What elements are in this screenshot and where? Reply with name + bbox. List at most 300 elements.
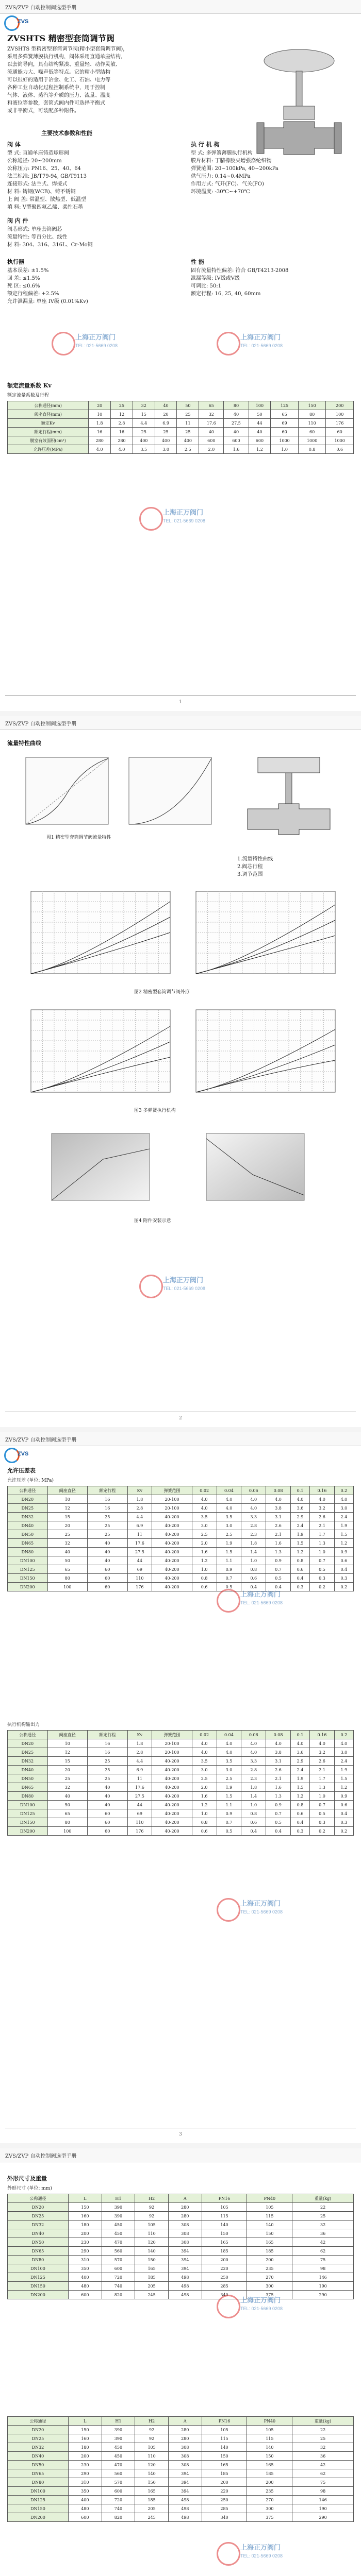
table-cell: 3.5 [133,445,155,454]
table-cell: 40 [199,428,224,436]
watermark-tel: TEL: 021-5669 0208 [240,2553,283,2558]
figure-caption-3: 图3 多弹簧执行机构 [134,1108,176,1113]
table-cell: DN200 [8,1583,48,1591]
table-cell: 120 [135,2461,169,2469]
header-title: ZVS/ZVP 自动控制阀选型手册 [5,1437,77,1443]
table-cell: 0.3 [290,1583,309,1591]
table-cell: DN50 [8,1530,48,1539]
table-header-cell: PN40 [247,2417,292,2426]
table-row [8,2221,354,2229]
table-header-cell: 额定行程 [88,1731,128,1739]
figure-caption-2: 图2 精密型套筒调节阀外形 [134,990,190,995]
table-cell: 65 [47,1809,88,1818]
flow-diagram-2 [124,752,217,829]
table-cell: 1.2 [192,1556,217,1565]
table-cell: DN200 [8,2513,69,2522]
table-cell: 0.7 [310,1801,335,1809]
table-cell: 16 [88,1739,128,1748]
table-header-cell: A [168,2417,202,2426]
table-cell: DN40 [8,2229,69,2238]
table-cell: 1.5 [334,1774,353,1783]
table-header-row [8,1486,354,1495]
table-cell: 11 [127,1774,152,1783]
watermark-tel: TEL: 021-5669 0208 [163,1286,206,1291]
intro-line: ZVSHTS 型精密型套筒调节阀(精小型套筒调节阀)， [7,46,128,52]
table-cell: 1.9 [334,1766,353,1774]
table-cell: 4.0 [310,1739,335,1748]
table-cell: 1.7 [310,1530,335,1539]
table-header-cell: 重量(kg) [292,2417,354,2426]
table-cell: 1000 [298,436,326,445]
watermark-name: 上海正万阀门 [163,1276,204,1284]
table-header-cell: 0.1 [290,1731,309,1739]
table-cell: 0.6 [290,1565,309,1574]
table-header-cell: 阀座直径 [47,1731,88,1739]
table-cell: 150 [247,2452,292,2461]
table-cell: 15 [47,1757,88,1766]
table-cell: 40-200 [152,1548,192,1556]
param-line: 材 料: 铸钢(WCB)、铸不锈钢 [7,189,76,195]
table-cell: 115 [247,2434,292,2443]
watermark-name: 上海正万阀门 [163,509,204,516]
table-cell: DN50 [8,2238,69,2247]
table-row [8,436,354,445]
param-line: 可调比: 50:1 [191,283,222,289]
table-cell: 2.5 [192,1774,217,1783]
table-cell: 0.3 [334,1818,353,1827]
table-row [8,1792,354,1801]
table-row [8,1513,354,1521]
table-row [8,1548,354,1556]
watermark [217,2540,294,2566]
table-cell: 40 [224,428,249,436]
table-cell: 400 [68,2496,102,2504]
table-cell: 2.4 [334,1757,353,1766]
table-header-cell: H2 [135,2194,169,2203]
table-cell: 3.5 [217,1757,241,1766]
table-cell: 1.0 [192,1809,217,1818]
watermark-tel: TEL: 021-5669 0208 [240,1909,283,1914]
table-row [8,1827,354,1836]
watermark-tel: TEL: 021-5669 0208 [240,343,283,348]
table-cell: 80 [47,1818,88,1827]
table-cell: 115 [202,2212,247,2221]
intro-line: 或非平衡式，可装配多种附件。 [7,108,79,114]
table-cell: 1.0 [192,1565,217,1574]
table-cell: 185 [247,2247,292,2256]
table-header-row [8,401,354,410]
valve-illustration [253,40,346,164]
watermark-circle-icon [52,332,75,355]
table-cell: 60 [88,1818,128,1827]
table-cell: 2.6 [266,1521,291,1530]
table-cell: 185 [247,2469,292,2478]
watermark [139,505,217,531]
table-cell: 22 [292,2203,354,2212]
pressure-grid-chart-4 [186,1005,340,1103]
dimension-table-b [7,2416,354,2522]
table-cell: 2.1 [266,1530,291,1539]
table-cell: 600 [224,436,249,445]
table-header-row [8,2194,354,2203]
table-cell: 300 [247,2282,292,2291]
table-cell: DN125 [8,2273,69,2282]
section-performance-2: 性 能 [191,259,204,265]
table-cell: 27.5 [224,419,249,428]
table-cell: 2.0 [192,1539,217,1548]
table-cell: DN32 [8,2221,69,2229]
table-cell: 1.3 [266,1792,291,1801]
table-cell: 600 [68,2291,102,2299]
table-header-cell: Kv [127,1486,152,1495]
table-cell: 40-200 [152,1513,192,1521]
table-row [8,428,354,436]
table-cell: 40-200 [152,1583,192,1591]
table-cell: 3.3 [241,1757,266,1766]
table-cell: 16 [88,1504,128,1513]
table-cell: DN150 [8,1574,48,1583]
watermark-tel: TEL: 021-5669 0208 [240,1600,283,1605]
table-cell: 285 [202,2504,247,2513]
table-cell: 0.8 [241,1809,266,1818]
table-cell: 140 [135,2469,169,2478]
table-row [8,2426,354,2434]
table-cell: 310 [68,2256,102,2264]
param-line: 上 阀 盖: 常温型、散热型、低温型 [7,197,86,202]
table-cell: 0.7 [266,1809,291,1818]
table-cell: 340 [202,2291,247,2299]
table-cell: 0.6 [192,1827,217,1836]
table-cell: 146 [292,2496,354,2504]
table-cell: DN25 [8,2212,69,2221]
table-header-cell: A [168,2194,202,2203]
table-cell: 25 [47,1530,88,1539]
table-cell: 180 [68,2443,102,2452]
table-cell: DN125 [8,1809,48,1818]
intro-line: 气体、液体、蒸汽等介质的压力、流量、温度 [7,93,110,98]
param-line: 允许泄漏量: 单座 IV级 (0.01%Kv) [7,299,88,304]
table-cell: 4.0 [310,1495,335,1504]
table-cell: 20-100 [152,1748,192,1757]
table-cell: DN65 [8,2469,69,2478]
table-caption: 额定流量系数及行程 [7,393,50,398]
table-cell: 4.0 [241,1504,266,1513]
table-cell: 4.0 [217,1504,241,1513]
table-cell: 0.8 [290,1556,309,1565]
table-cell: 185 [202,2469,247,2478]
table-cell: 2.0 [192,1783,217,1792]
table-cell: 4.4 [133,419,155,428]
table-cell: 180 [68,2221,102,2229]
table-cell: 40 [249,428,271,436]
valve-section-drawing [237,747,340,850]
table-cell: 308 [168,2221,202,2229]
table-cell: DN20 [8,1739,48,1748]
table-cell: 0.2 [334,1583,353,1591]
table-header-cell: 0.2 [334,1731,353,1739]
table-cell: DN80 [8,2478,69,2487]
table-cell: 0.8 [192,1818,217,1827]
table-cell: 200 [247,2256,292,2264]
table-cell: 105 [202,2426,247,2434]
table-cell: 25 [155,428,177,436]
table-header-cell: L [68,2417,102,2426]
table-cell: 40-200 [152,1774,192,1783]
table-cell: 25 [292,2212,354,2221]
table-row [8,1583,354,1591]
table-cell: 1.2 [290,1548,309,1556]
table-cell: 10 [47,1739,88,1748]
table-cell: 40 [88,1548,128,1556]
table-cell: 150 [135,2478,169,2487]
table-cell: 60 [271,428,299,436]
table-cell: DN100 [8,1801,48,1809]
table-cell: 4.0 [266,1495,291,1504]
header-title: ZVS/ZVP 自动控制阀选型手册 [5,721,77,727]
table-cell: 2.6 [310,1513,335,1521]
table-cell: 0.5 [266,1574,291,1583]
table-cell: 27.5 [127,1792,152,1801]
table-cell: 394 [168,2478,202,2487]
table-cell: 4.4 [127,1757,152,1766]
table-header-cell: 40 [155,401,177,410]
table-row [8,1766,354,1774]
table-cell: 32 [199,410,224,419]
table-cell: 245 [135,2291,169,2299]
table-header-cell: 0.02 [192,1486,217,1495]
table-header-cell: 0.16 [310,1486,335,1495]
catalog-page-4 [0,2148,361,2576]
table-cell: 1.0 [271,445,299,454]
param-line: 型 式: 直通单座铸造球形阀 [7,150,69,156]
table-cell: 0.6 [334,1556,353,1565]
param-line: 填 料: V型聚四氟乙烯、柔性石墨 [7,205,83,210]
table-cell: 1.2 [249,445,271,454]
table-cell: 3.0 [192,1521,217,1530]
table-cell: 27.5 [127,1548,152,1556]
table-header-cell: 125 [271,401,299,410]
table-cell: 0.9 [266,1556,291,1565]
table-cell: 0.4 [290,1574,309,1583]
table-cell: 290 [68,2469,102,2478]
table-cell: 390 [102,2203,135,2212]
table-cell: 1.0 [241,1556,266,1565]
table-cell: 40-200 [152,1766,192,1774]
watermark-circle-icon [217,1898,240,1922]
table-cell: 350 [68,2264,102,2273]
table-cell: 400 [177,436,199,445]
intro-line: 和液位等参数，套筒式阀内件可选择平衡式 [7,100,105,106]
logo-mark: ZVS [18,19,29,25]
intro-line: 可以很好的适用于冶金、化工、石油、电力等 [7,77,110,83]
table-cell: 0.5 [310,1565,335,1574]
param-line: 弹簧范围: 20~100kPa, 40~200kPa [191,166,278,172]
table-cell: 0.9 [266,1801,291,1809]
table-header-cell: 200 [326,401,354,410]
table-cell: 2.4 [290,1521,309,1530]
table-cell: 4.0 [241,1739,266,1748]
table-cell: 4.0 [241,1495,266,1504]
table-cell: 176 [326,419,354,428]
watermark [52,330,129,355]
table-cell: 50 [47,1556,88,1565]
pressure-table-b [7,1730,354,1836]
table-cell: 40 [224,410,249,419]
table-cell: 4.0 [192,1739,217,1748]
table-cell: 3.0 [217,1766,241,1774]
table-cell: 308 [168,2229,202,2238]
table-cell: 110 [298,419,326,428]
table-cell: DN25 [8,2434,69,2443]
table-cell: 2.6 [266,1766,291,1774]
param-line: 材 料: 304、316、316L、Cr-Mo钢 [7,242,93,248]
table-cell: 205 [135,2504,169,2513]
table-cell: 290 [68,2247,102,2256]
param-line: 法兰标准: JB/T79-94, GB/T9113 [7,174,87,179]
table-cell: 270 [247,2496,292,2504]
table-header-cell: PN40 [247,2194,292,2203]
table-cell: 2.8 [241,1766,266,1774]
table-header-cell: 25 [111,401,133,410]
table-cell: 280 [168,2212,202,2221]
table-header-cell: 阀座直径 [47,1486,88,1495]
table-cell: 230 [68,2238,102,2247]
table-cell: 0.8 [241,1565,266,1574]
param-line: 型 式: 多弹簧薄膜执行机构 [191,150,253,156]
table-cell: 4.0 [334,1739,353,1748]
table-cell: DN80 [8,2256,69,2264]
table-cell: 3.1 [266,1757,291,1766]
table-cell: 69 [127,1809,152,1818]
table-cell: 394 [168,2487,202,2496]
table-cell: 40-200 [152,1565,192,1574]
table-caption-2: 执行机构输出力 [7,1722,40,1727]
table-cell: 16 [88,1748,128,1757]
table-cell: 额定Kv [8,419,89,428]
table-cell: 3.8 [266,1504,291,1513]
table-cell: 92 [135,2203,169,2212]
section-rated-kv: 额定流量系数 Kv [7,382,52,389]
table-cell: 44 [127,1556,152,1565]
table-cell: 膜室有效面积(cm²) [8,436,89,445]
table-cell: 60 [88,1583,128,1591]
table-row [8,2229,354,2238]
table-cell: 1.2 [334,1539,353,1548]
dimension-table [7,2194,354,2299]
table-cell: 20 [155,410,177,419]
table-cell: 140 [202,2221,247,2229]
table-cell: 2.3 [241,1530,266,1539]
table-cell: 40-200 [152,1792,192,1801]
table-header-row [8,1731,354,1739]
table-cell: 1.0 [310,1548,335,1556]
table-header-cell: PN16 [202,2417,247,2426]
table-cell: 290 [292,2513,354,2522]
table-cell: 394 [168,2247,202,2256]
table-cell: 394 [168,2469,202,2478]
table-cell: 140 [135,2247,169,2256]
table-cell: DN20 [8,1495,48,1504]
table-cell: 394 [168,2264,202,2273]
table-cell: 25 [88,1521,128,1530]
table-cell: 350 [68,2487,102,2496]
table-cell: 0.5 [217,1827,241,1836]
table-row [8,2247,354,2256]
watermark [217,1896,294,1922]
header-title: ZVS/ZVP 自动控制阀选型手册 [5,2154,77,2159]
table-cell: 0.9 [334,1792,353,1801]
table-cell: DN100 [8,1556,48,1565]
table-cell: DN80 [8,1792,48,1801]
table-cell: 3.5 [217,1513,241,1521]
table-cell: DN32 [8,1513,48,1521]
table-cell: 390 [102,2426,135,2434]
table-cell: 25 [88,1530,128,1539]
table-cell: 1.6 [192,1792,217,1801]
table-cell: 390 [102,2212,135,2221]
table-row [8,1757,354,1766]
figure-legend [237,855,351,878]
table-cell: 115 [202,2434,247,2443]
table-cell: 390 [102,2434,135,2443]
table-cell: 190 [292,2504,354,2513]
page-header [0,716,361,730]
table-cell: 15 [47,1513,88,1521]
table-cell: 32 [47,1783,88,1792]
table-cell: 146 [292,2273,354,2282]
watermark-name: 上海正万阀门 [240,1590,281,1598]
param-line: 阀芯形式: 单座套筒阀芯 [7,227,62,232]
table-cell: 120 [135,2238,169,2247]
table-cell: 280 [168,2426,202,2434]
table-cell: 470 [102,2461,135,2469]
table-cell: 1.8 [241,1783,266,1792]
page-header [0,2148,361,2162]
table-header-row [8,2417,354,2426]
section-actuator: 执 行 机 构 [191,141,220,148]
table-cell: 105 [247,2203,292,2212]
param-line: 连接形式: 法兰式、焊接式 [7,181,68,187]
table-cell: 40 [88,1801,128,1809]
watermark-name: 上海正万阀门 [75,333,116,341]
legend-item: 2.阀芯行程 [237,864,263,870]
watermark-tel: TEL: 021-5669 0208 [163,518,206,523]
table-cell: 2.8 [111,419,133,428]
figure-caption-4: 图4 附件安装示意 [134,1218,171,1224]
table-cell: 308 [168,2238,202,2247]
table-cell: 2.0 [199,445,224,454]
table-cell: 40-200 [152,1530,192,1539]
param-line: 作用方式: 气开(FC)、气关(FO) [191,181,264,187]
table-cell: 165 [247,2238,292,2247]
table-row [8,1504,354,1513]
table-cell: 额定行程(mm) [8,428,89,436]
table-cell: 0.9 [217,1565,241,1574]
table-cell: 0.6 [241,1574,266,1583]
watermark-tel: TEL: 021-5669 0208 [75,343,118,348]
table-cell: 12 [111,410,133,419]
table-cell: 3.0 [155,445,177,454]
table-cell: 2.8 [241,1521,266,1530]
table-header-cell: 150 [298,401,326,410]
table-cell: 4.0 [334,1495,353,1504]
table-cell: 1.8 [127,1739,152,1748]
table-cell: DN100 [8,2264,69,2273]
table-cell: DN25 [8,1748,48,1757]
pressure-grid-chart-1 [21,886,175,984]
table-header-cell: 65 [199,401,224,410]
shaded-diagram-1 [41,1128,155,1211]
